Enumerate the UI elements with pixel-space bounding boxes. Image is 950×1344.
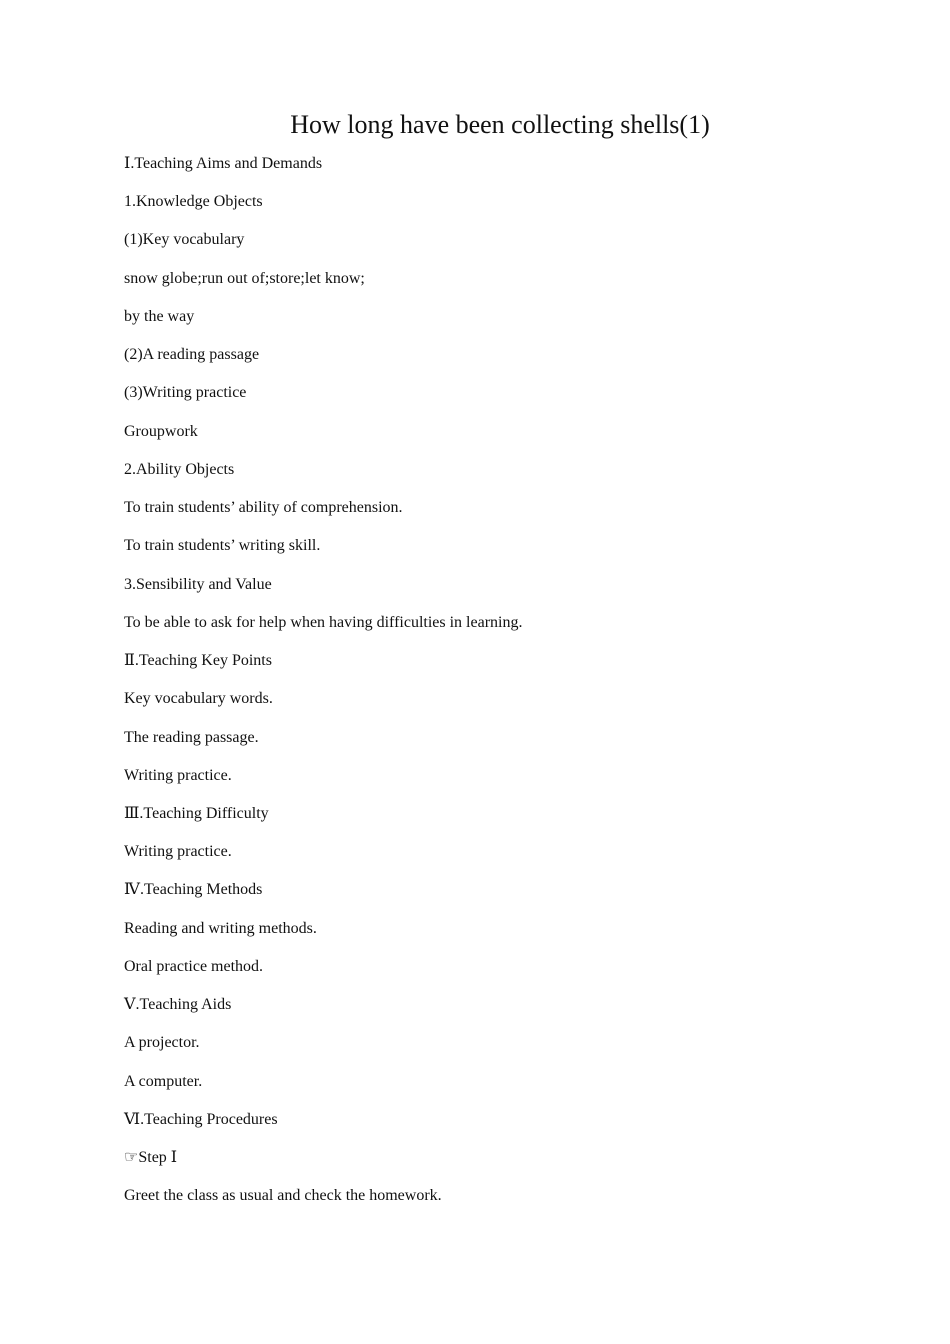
section-heading-key-points: Ⅱ.Teaching Key Points <box>124 652 272 670</box>
subheading-knowledge-objects: 1.Knowledge Objects <box>124 193 263 211</box>
subheading-sensibility-value: 3.Sensibility and Value <box>124 575 272 593</box>
value-ask-for-help: To be able to ask for help when having difficulties in learning. <box>124 613 523 631</box>
subheading-ability-objects: 2.Ability Objects <box>124 460 235 478</box>
document-body <box>124 153 884 1224</box>
method-reading-writing: Reading and writing methods. <box>124 919 317 937</box>
ability-comprehension: To train students’ ability of comprehension. <box>124 499 403 517</box>
section-heading-difficulty: Ⅲ.Teaching Difficulty <box>124 804 269 822</box>
difficulty-writing: Writing practice. <box>124 843 232 861</box>
section-heading-aims: Ⅰ.Teaching Aims and Demands <box>124 155 323 172</box>
aid-projector: A projector. <box>124 1034 200 1052</box>
item-groupwork: Groupwork <box>124 422 198 440</box>
key-point-reading: The reading passage. <box>124 728 259 746</box>
step-one-heading: ☞Step Ⅰ <box>124 1149 178 1167</box>
item-key-vocabulary: (1)Key vocabulary <box>124 231 245 249</box>
document-title: How long have been collecting shells(1) <box>290 110 710 139</box>
step-one-text: Greet the class as usual and check the homework. <box>124 1187 442 1205</box>
vocabulary-list-continued: by the way <box>124 307 195 325</box>
section-heading-aids: Ⅴ.Teaching Aids <box>124 996 232 1014</box>
key-point-vocabulary: Key vocabulary words. <box>124 690 273 708</box>
item-reading-passage: (2)A reading passage <box>124 346 260 364</box>
method-oral-practice: Oral practice method. <box>124 957 264 975</box>
aid-computer: A computer. <box>124 1072 203 1090</box>
section-heading-procedures: Ⅵ.Teaching Procedures <box>124 1110 278 1128</box>
item-writing-practice: (3)Writing practice <box>124 384 247 402</box>
ability-writing: To train students’ writing skill. <box>124 537 321 555</box>
section-heading-methods: Ⅳ.Teaching Methods <box>124 881 263 899</box>
vocabulary-list: snow globe;run out of;store;let know; <box>124 269 365 287</box>
key-point-writing: Writing practice. <box>124 766 232 784</box>
